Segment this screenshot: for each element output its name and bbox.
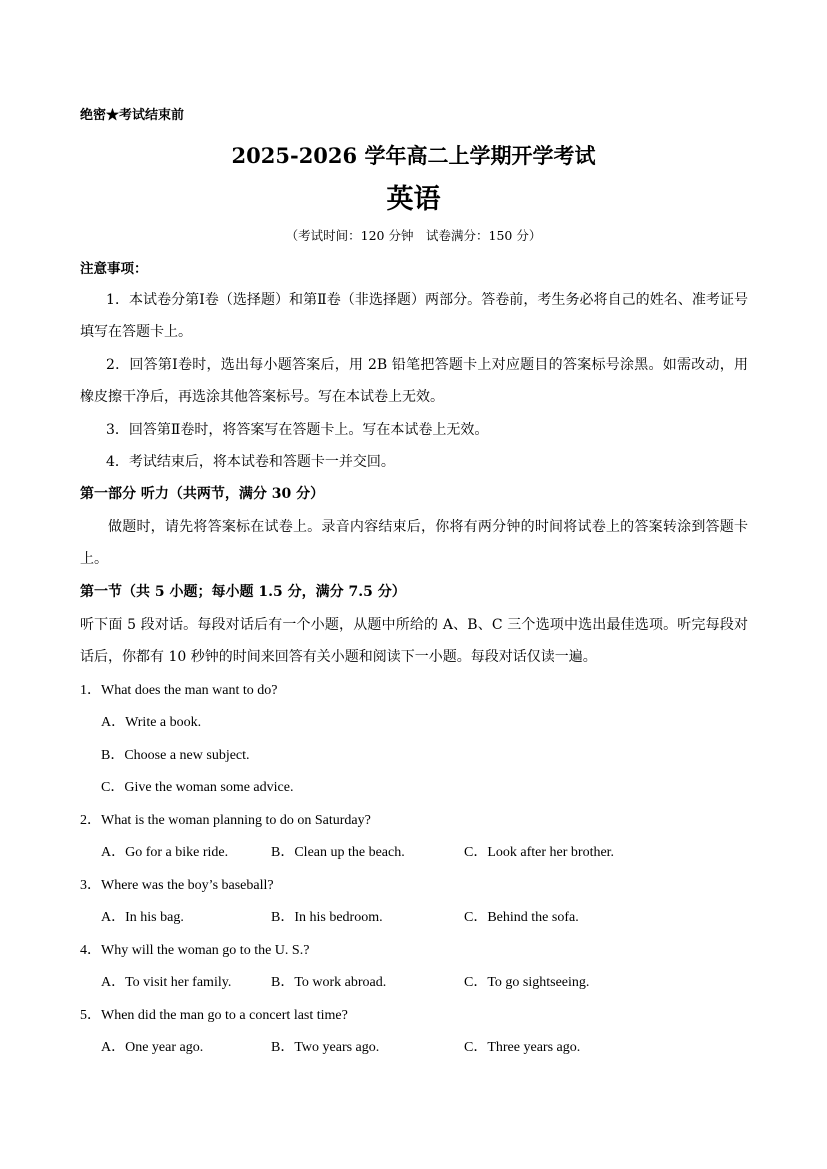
exam-title: 2025-2026 学年高二上学期开学考试: [231, 143, 596, 168]
question-5-option-a: A．One year ago.: [101, 1040, 204, 1055]
secret-mark: 绝密★考试结束前: [80, 108, 185, 123]
exam-info: （考试时间：120 分钟 试卷满分：150 分）: [285, 228, 542, 243]
question-4-option-c: C．To go sightseeing.: [464, 975, 590, 990]
question-2-option-a: A．Go for a bike ride.: [101, 845, 229, 860]
question-1-option-b: B．Choose a new subject.: [101, 748, 250, 763]
notice-heading: 注意事项：: [80, 261, 148, 277]
question-1-option-c: C．Give the woman some advice.: [101, 780, 294, 795]
question-3-option-b: B．In his bedroom.: [271, 910, 383, 925]
question-3-option-c: C．Behind the sofa.: [464, 910, 579, 925]
question-4-stem: 4．Why will the woman go to the U. S.?: [80, 943, 310, 958]
question-5-stem: 5．When did the man go to a concert last time?: [80, 1008, 348, 1023]
question-1-option-a: A．Write a book.: [101, 715, 202, 730]
notice-item-4: 4．考试结束后，将本试卷和答题卡一并交回。: [106, 454, 395, 470]
exam-subject: 英语: [386, 184, 441, 215]
question-1-stem: 1．What does the man want to do?: [80, 683, 278, 698]
question-2-option-b: B．Clean up the beach.: [271, 845, 405, 860]
part1-instruction: 做题时，请先将答案标在试卷上。录音内容结束后，你将有两分钟的时间将试卷上的答案转涂到答题卡上。: [80, 519, 748, 567]
question-5-option-c: C．Three years ago.: [464, 1040, 581, 1055]
notice-item-3: 3．回答第Ⅱ卷时，将答案写在答题卡上。写在本试卷上无效。: [106, 422, 489, 438]
question-5-option-b: B．Two years ago.: [271, 1040, 380, 1055]
notice-item-2: 2．回答第Ⅰ卷时，选出每小题答案后，用 2B 铅笔把答题卡上对应题目的答案标号涂黑。如需改动，用橡皮擦干净后，再选涂其他答案标号。写在本试卷上无效。: [80, 357, 748, 405]
notice-item-1: 1．本试卷分第Ⅰ卷（选择题）和第Ⅱ卷（非选择题）两部分。答卷前，考生务必将自己的姓名、准考证号填写在答题卡上。: [80, 292, 748, 340]
question-4-option-a: A．To visit her family.: [101, 975, 232, 990]
question-2-stem: 2．What is the woman planning to do on Saturday?: [80, 813, 371, 828]
question-2-option-c: C．Look after her brother.: [464, 845, 615, 860]
part1-heading: 第一部分 听力（共两节，满分 30 分）: [80, 486, 325, 502]
question-4-option-b: B．To work abroad.: [271, 975, 387, 990]
question-3-option-a: A．In his bag.: [101, 910, 184, 925]
question-3-stem: 3．Where was the boy’s baseball?: [80, 878, 274, 893]
section1-instruction: 听下面 5 段对话。每段对话后有一个小题，从题中所给的 A、B、C 三个选项中选出最佳选项。听完每段对话后，你都有 10 秒钟的时间来回答有关小题和阅读下一小题。每段对话仅读一遍。: [80, 617, 748, 665]
section1-heading: 第一节（共 5 小题；每小题 1.5 分，满分 7.5 分）: [80, 584, 406, 600]
